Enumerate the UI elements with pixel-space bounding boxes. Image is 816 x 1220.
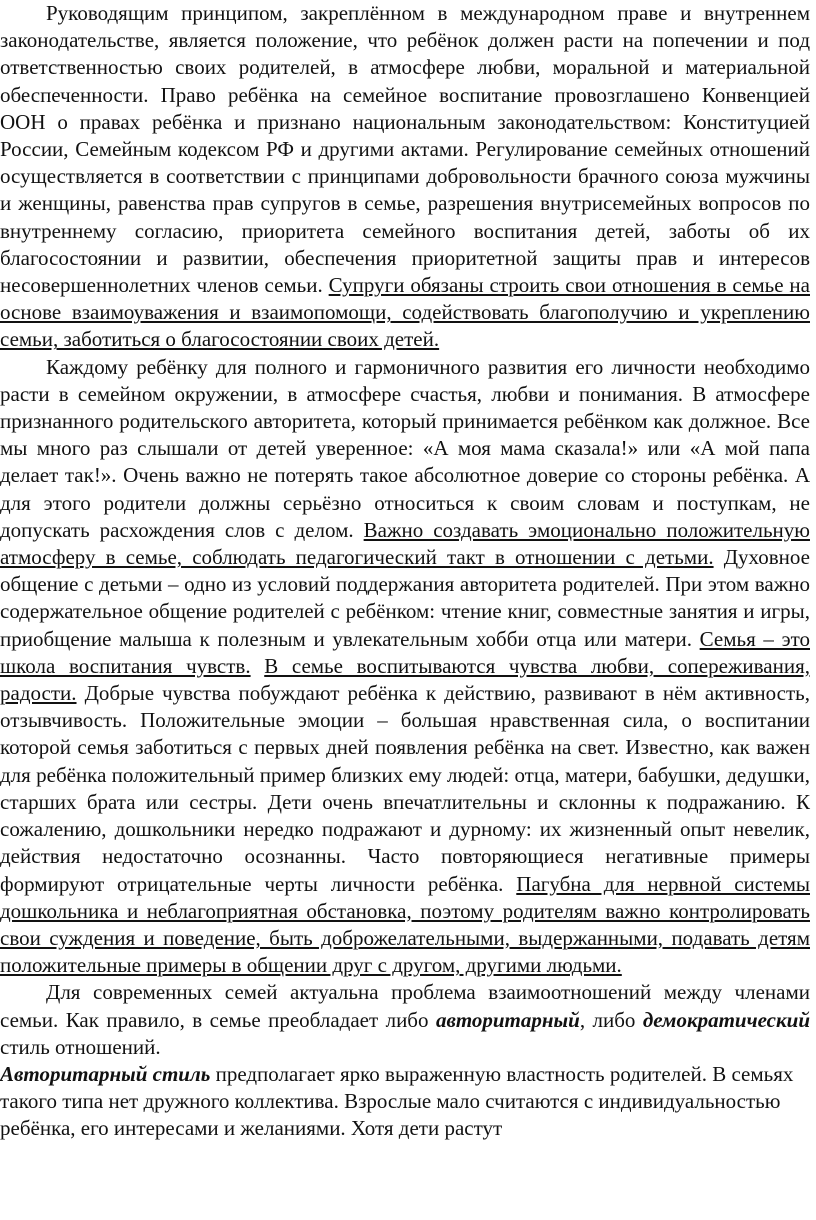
text-run: [251, 654, 265, 678]
text-run: Руководящим принципом, закреплённом в международном праве и внутреннем законодательстве, является положение, что ребёнок должен расти на попечении и под ответственностью своих родителей, в атмосфере любви, моральной и материальной обеспеченности. Право ребёнка на семейное воспитание провозглашено Конвенцией ООН о правах ребёнка и признано национальным законодательством: Конституцией России, Семейным кодексом РФ и другими актами. Регулирование семейных отношений осуществляется в соответствии с принципами добровольности брачного союза мужчины и женщины, равенства прав супругов в семье, разрешения внутрисемейных вопросов по внутреннему согласию, приоритета семейного воспитания детей, заботы об их благосостоянии и развитии, обеспечения приоритетной защиты прав и интересов несовершеннолетних членов семьи.: [0, 1, 810, 298]
underlined-text: В семье воспитываются чувства любви, сопереживания, радости.: [0, 653, 810, 706]
underlined-text: Семья – это школа воспитания чувств.: [0, 626, 810, 678]
text-run: стиль отношений.: [0, 1034, 161, 1059]
text-run: Каждому ребёнку для полного и гармоничного развития его личности необходимо расти в семейном окружении, в атмосфере счастья, любви и понимания. В атмосфере признанного родительского авторитета, который принимается ребёнком как должное. Все мы много раз слышали от детей уверенное: «А моя мама сказала!» или «А мой папа делает так!». Очень важно не потерять такое абсолютное доверие со стороны ребёнка. А для этого родители должны серьёзно относиться к своим словам и поступкам, не допускать расхождения слов с делом.: [0, 354, 810, 542]
paragraph-2: [0, 354, 810, 980]
underlined-text: Супруги обязаны строить свои отношения в семье на основе взаимоуважения и взаимопомощи, содействовать благополучию и укреплению семьи, заботиться о благосостоянии своих детей.: [0, 273, 810, 352]
paragraph-1: [0, 0, 810, 354]
bold-italic-term: авторитарный: [435, 1007, 580, 1032]
text-run: Духовное общение с детьми – одно из условий поддержания авторитета родителей. При этом важно содержательное общение родителей с ребёнком: чтение книг, совместные занятия и игры, приобщение малыша к полезным и увлекательным хобби отца или матери.: [0, 545, 810, 651]
bold-italic-term: Авторитарный стиль: [0, 1061, 211, 1086]
paragraph-3: [0, 979, 810, 1061]
underlined-text: Пагубна для нервной системы дошкольника и неблагоприятная обстановка, поэтому родителям важно контролировать свои суждения и поведение, быть доброжелательными, выдержанными, подавать детям положительные примеры в общении друг с другом, другими людьми.: [0, 871, 810, 978]
underlined-text: Важно создавать эмоционально положительную атмосферу в семье, соблюдать педагогический такт в отношении с детьми.: [0, 517, 810, 570]
text-run: Добрые чувства побуждают ребёнка к действию, развивают в нём активность, отзывчивость. Положительные эмоции – большая нравственная сила, о воспитании которой семья заботиться с первых дней появления ребёнка на свет. Известно, как важен для ребёнка положительный пример близких ему людей: отца, матери, бабушки, дедушки, старших брата или сестры. Дети очень впечатлительны и склонны к подражанию. К сожалению, дошкольники нередко подражают и дурному: их жизненный опыт невелик, действия недостаточно осознанны. Часто повторяющиеся негативные примеры формируют отрицательные черты личности ребёнка.: [0, 681, 810, 896]
text-run: предполагает ярко выраженную властность родителей. В семьях такого типа нет дружного коллектива. Взрослые мало считаются с индивидуальностью ребёнка, его интересами и желаниями. Хотя дети растут: [0, 1061, 794, 1141]
text-run: Для современных семей актуальна проблема взаимоотношений между членами семьи. Как правило, в семье преобладает либо: [0, 980, 810, 1032]
paragraph-4: [0, 1061, 810, 1143]
text-run: , либо: [579, 1007, 643, 1032]
bold-italic-term: демократический: [642, 1007, 810, 1032]
